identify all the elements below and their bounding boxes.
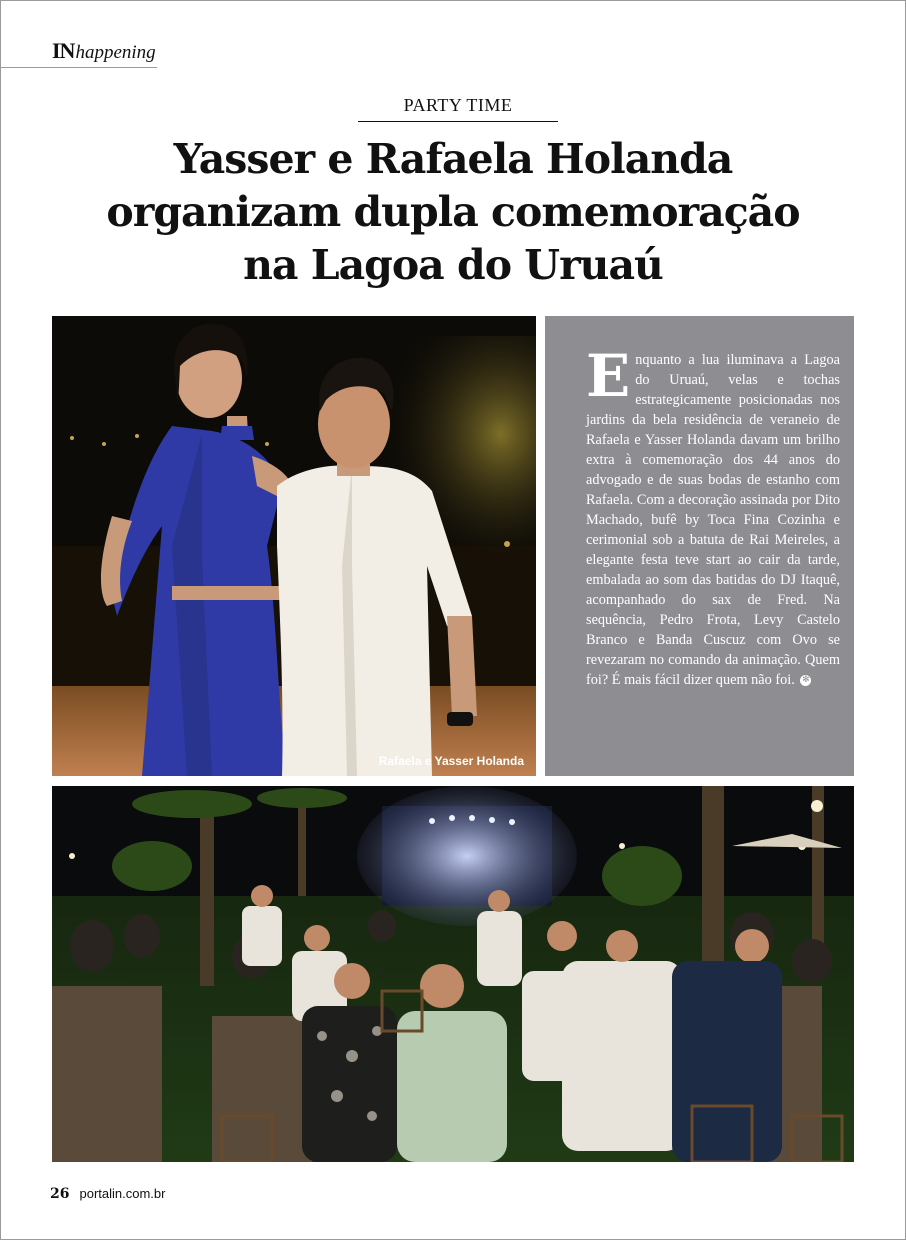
headline-line-1: Yasser e Rafaela Holanda bbox=[173, 135, 733, 183]
section-logo-in: IN bbox=[52, 38, 75, 63]
party-photo bbox=[52, 786, 854, 1162]
article-body-text: nquanto a lua iluminava a Lagoa do Uruaú, velas e tochas estrategicamente posicionadas nos jardins da bela residência de veraneio de Rafaela e Yasser Holanda davam um brilho extra à comemoração dos 44 anos do advogado e de suas bodas de estanho com Rafaela. Com a decoração assinada por Dito Machado, bufê by Toca Fina Cozinha e cerimonial sob a batuta de Rai Meireles, a elegante festa teve start ao cair da tarde, embalada ao som das batidas do DJ Itaquê, acompanhado do sax de Fred. Na sequência, Pedro Frota, Levy Castelo Branco e Banda Cuscuz com Ovo se revezaram no comando da animação. Quem foi? É mais fácil dizer quem não foi. bbox=[586, 352, 840, 688]
section-header bbox=[52, 38, 156, 64]
article-kicker: PARTY TIME bbox=[403, 95, 513, 115]
header-divider bbox=[0, 67, 157, 68]
drop-cap: E bbox=[586, 342, 631, 410]
page-footer bbox=[50, 1186, 165, 1202]
headline-line-3: na Lagoa do Uruaú bbox=[243, 241, 663, 289]
article-textbox bbox=[545, 316, 854, 776]
couple-photo-caption: Rafaela e Yasser Holanda bbox=[378, 754, 524, 768]
couple-photo-illustration bbox=[52, 316, 536, 776]
party-photo-illustration bbox=[52, 786, 854, 1162]
kicker-underline bbox=[358, 121, 558, 122]
article-headline bbox=[60, 133, 846, 292]
footer-website: portalin.com.br bbox=[79, 1186, 166, 1201]
end-of-article-icon: ✻ bbox=[802, 675, 810, 686]
headline-line-2: organizam dupla comemoração bbox=[106, 188, 800, 236]
page-number: 26 bbox=[50, 1186, 70, 1202]
couple-photo bbox=[52, 316, 536, 776]
article-body bbox=[586, 342, 840, 690]
section-label: happening bbox=[75, 42, 156, 63]
